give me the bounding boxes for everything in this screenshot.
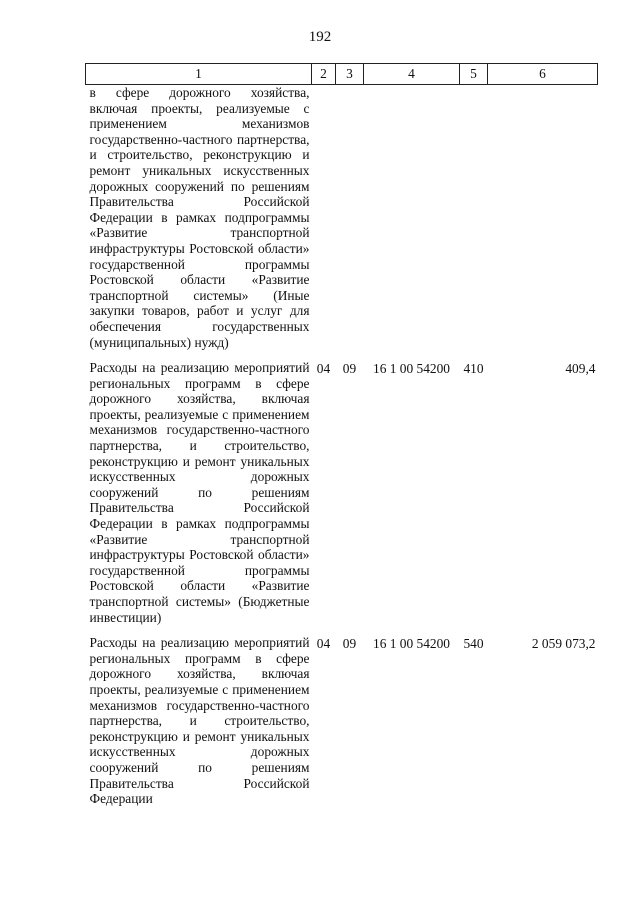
- row-amount: [488, 85, 598, 361]
- column-header-3: 3: [336, 64, 364, 85]
- column-header-1: 1: [86, 64, 312, 85]
- table-row: [86, 360, 598, 635]
- page-number: 192: [308, 29, 332, 45]
- row-amount: 409,4: [565, 361, 596, 377]
- row-amount: 2 059 073,2: [531, 636, 596, 652]
- row-target-article: 16 1 00 54200: [373, 636, 450, 652]
- row-target-article: 16 1 00 54200: [373, 361, 450, 377]
- row-subsection-code: 09: [342, 636, 357, 652]
- row-target-article: [364, 85, 460, 361]
- row-subsection-code: [336, 85, 364, 361]
- row-section-code: [312, 85, 336, 361]
- column-header-6: 6: [488, 64, 598, 85]
- row-subsection-code: 09: [342, 361, 357, 377]
- table-row: [86, 85, 598, 361]
- column-header-4: 4: [364, 64, 460, 85]
- row-expense-type: [460, 85, 488, 361]
- column-header-2: 2: [312, 64, 336, 85]
- column-header-5: 5: [460, 64, 488, 85]
- row-description: Расходы на реализацию мероприятий региональных программ в сфере дорожного хозяйства, включая проекты, реализуемые с применением механизмов государственно-частного партнерства, и строительство, реконструкцию и ремонт уникальных искусственных дорожных сооружений по решениям Правительства Российской Федерации в рамках подпрограммы «Развитие транспортной инфраструктуры Ростовской области» государственной программы Ростовской области «Развитие транспортной системы» (Бюджетные инвестиции): [89, 360, 310, 625]
- table-header-row: [86, 64, 598, 85]
- row-expense-type: 410: [463, 361, 484, 377]
- row-description: в сфере дорожного хозяйства, включая проекты, реализуемые с применением механизмов государственно-частного партнерства, и строительство, реконструкцию и ремонт уникальных искусственных дорожных сооружений по решениям Правительства Российской Федерации в рамках подпрограммы «Развитие транспортной инфраструктуры Ростовской области» государственной программы Ростовской области «Развитие транспортной системы» (Иные закупки товаров, работ и услуг для обеспечения государственных (муниципальных) нужд): [89, 85, 310, 350]
- row-section-code: 04: [316, 361, 331, 377]
- row-section-code: 04: [316, 636, 331, 652]
- row-expense-type: 540: [463, 636, 484, 652]
- table-row: [86, 635, 598, 817]
- budget-table: [85, 63, 598, 817]
- row-description: Расходы на реализацию мероприятий региональных программ в сфере дорожного хозяйства, включая проекты, реализуемые с применением механизмов государственно-частного партнерства, и строительство, реконструкцию и ремонт уникальных искусственных дорожных сооружений по решениям Правительства Российской Федерации: [89, 635, 310, 807]
